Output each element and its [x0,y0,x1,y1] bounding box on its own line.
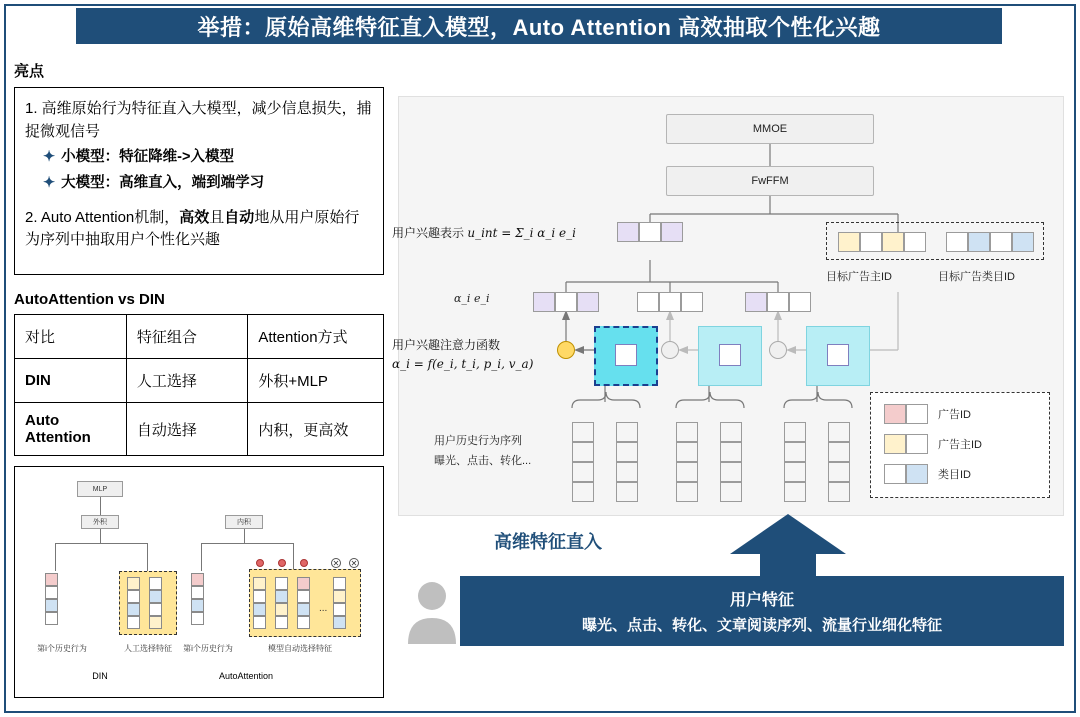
highlight-item-1: 1. 高维原始行为特征直入大模型，减少信息损失，捕捉微观信号 [25,100,372,140]
connector [100,529,101,543]
attention-gate [661,341,679,359]
user-interest-vector [617,222,683,242]
attention-gate-active [557,341,575,359]
legend-item [884,434,982,454]
table-cell: 自动选择 [126,403,247,456]
sequence-column [676,422,698,502]
highlight-item-2-bold-2: 自动 [224,208,255,226]
target-category-id-vector [946,232,1034,252]
fwffm-node: FwFFM [666,166,874,196]
comparison-table [14,314,384,456]
mmoe-node: MMOE [666,114,874,144]
selected-dot-icon [300,559,308,567]
attention-unit [615,344,637,366]
din-history-embedding [45,573,58,625]
user-interest-text: 用户兴趣表示 [392,226,465,240]
attention-function-formula: α_i = f(e_i, t_i, p_i, v_a) [392,357,534,371]
user-avatar-icon [404,578,460,644]
user-interest-formula: u_int = Σ_i α_i e_i [467,226,576,240]
sequence-label-line1: 用户历史行为序列 [434,435,522,447]
highlight-item-2-bold-1: 高效 [179,208,210,226]
attention-function-label [392,336,533,371]
table-cell: Auto Attention [15,403,127,456]
slide-title: 举措：原始高维特征直入模型，Auto Attention 高效抽取个性化兴趣 [76,8,1002,44]
table-cell: 内积，更高效 [248,403,384,456]
architecture-diagram [392,96,1064,698]
alpha-e-vector [745,292,811,312]
din-manual-feature-col-1 [127,577,140,629]
alpha-e-vector [637,292,703,312]
selected-dot-icon [278,559,286,567]
table-row [15,403,384,456]
user-feature-band [460,576,1064,646]
user-feature-title: 用户特征 [729,592,794,609]
attention-unit [827,344,849,366]
auto-feature-col [333,577,346,629]
auto-left-caption: 第i个历史行为 [183,644,233,653]
highlight-item-2-mid: 且 [209,208,225,226]
highlight-sub-1 [43,147,373,169]
auto-right-caption: 模型自动选择特征 [268,644,332,653]
excluded-x-icon: ✕ [332,559,340,568]
highlight-sub-2 [43,173,373,195]
table-header-cell: 特征组合 [126,315,247,359]
highlights-heading: 亮点 [14,63,45,80]
legend-label: 广告主ID [938,439,982,451]
target-category-id-label: 目标广告类目ID [938,271,1015,283]
diamond-icon: ✦ [43,149,56,165]
alpha-e-formula: α_i e_i [454,292,490,305]
table-row [15,315,384,359]
sequence-column [720,422,742,502]
table-header-cell: Attention方式 [248,315,384,359]
din-manual-feature-col-2 [149,577,162,629]
table-cell: DIN [15,359,127,403]
mlp-node: MLP [77,481,123,497]
legend-item [884,404,971,424]
arrow-label: 高维特征直入 [494,532,602,552]
left-column [14,60,384,456]
outer-product-node: 外积 [81,515,119,529]
connector [244,529,245,543]
connector [100,497,101,515]
alpha-e-label [454,292,489,305]
highlight-sub-2-label: 大模型：高维直入，端到端学习 [61,174,265,191]
selected-dot-icon [256,559,264,567]
alpha-e-vector [533,292,599,312]
target-advertiser-id-label: 目标广告主ID [826,271,892,283]
connector [55,543,147,544]
highlight-item-2-post: 地从用户原始行为序列中抽取用户个性化兴趣 [25,208,360,248]
din-vs-autoattention-figure [14,466,384,698]
highlight-item-2-pre: 2. Auto Attention机制， [25,208,180,226]
highlight-sub-1-label: 小模型：特征降维->入模型 [61,149,234,165]
highlights-box [14,87,384,275]
legend-item [884,464,971,484]
upward-arrow-icon [728,514,848,584]
din-left-caption: 第i个历史行为 [37,644,87,653]
comparison-heading: AutoAttention vs DIN [14,291,165,308]
attention-gate [769,341,787,359]
highlight-item-2 [25,207,373,252]
auto-feature-col [275,577,288,629]
connector [201,543,293,544]
sequence-label-line2: 曝光、点击、转化... [434,455,532,467]
attention-function-text: 用户兴趣注意力函数 [392,338,501,352]
user-feature-detail: 曝光、点击、转化、文章阅读序列、流量行业细化特征 [581,617,942,634]
user-interest-label [392,224,576,241]
auto-feature-col [253,577,266,629]
excluded-x-icon: ✕ [350,559,358,568]
table-header-cell: 对比 [15,315,127,359]
sequence-column [828,422,850,502]
diamond-icon: ✦ [43,174,56,191]
auto-figure-title: AutoAttention [218,671,274,681]
legend-label: 类目ID [938,469,971,481]
connector [201,543,202,571]
sequence-column [784,422,806,502]
table-cell: 人工选择 [126,359,247,403]
din-right-caption: 人工选择特征 [124,644,172,653]
auto-feature-col [297,577,310,629]
table-cell: 外积+MLP [248,359,384,403]
target-advertiser-id-vector [838,232,926,252]
sequence-column [572,422,594,502]
connector [147,543,148,571]
auto-history-embedding [191,573,204,625]
inner-product-node: 内积 [225,515,263,529]
connector [293,543,294,571]
ellipsis-label: ... [319,603,328,614]
sequence-column [616,422,638,502]
legend-label: 广告ID [938,409,971,421]
table-row [15,359,384,403]
din-figure-title: DIN [92,671,108,681]
attention-unit [719,344,741,366]
connector [55,543,56,571]
